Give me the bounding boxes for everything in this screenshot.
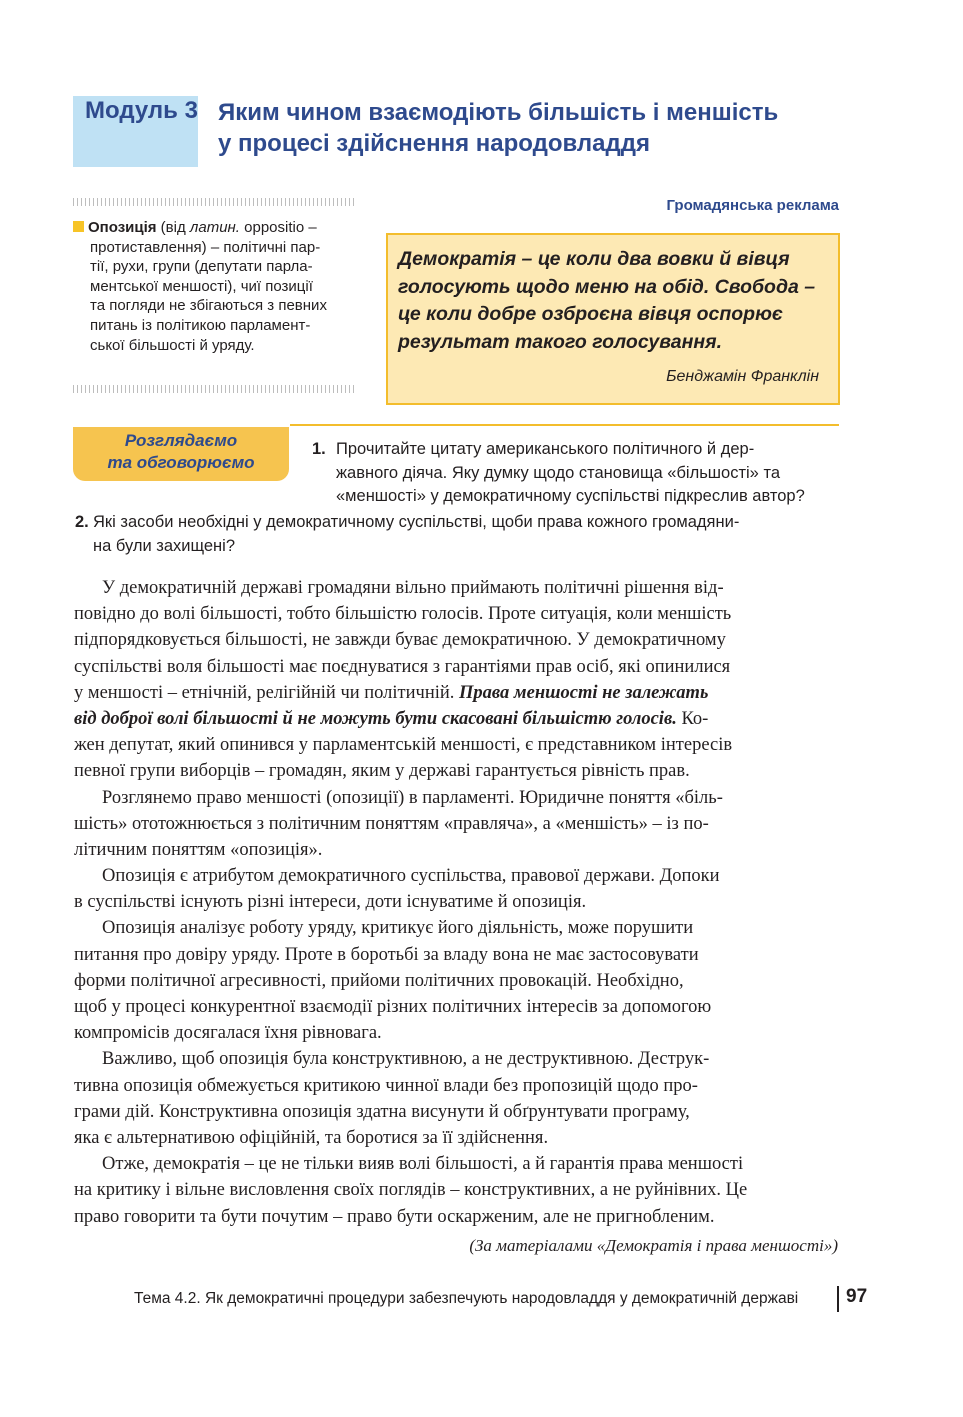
question-2: 2. Які засоби необхідні у демократичному суспільстві, щоби права кожного громадяни- на були захищені? bbox=[75, 513, 740, 555]
discuss-label: Розглядаємо та обговорюємо bbox=[107, 431, 255, 472]
paragraph-line: на критику і вільне висловлення своїх поглядів – конструктивних, а не руйнівних. Це bbox=[74, 1180, 748, 1201]
paragraph-line: тивна опозиція обмежується критикою чинної влади без пропозицій щодо про- bbox=[74, 1075, 698, 1096]
paragraph-line: повідно до волі більшості, тобто більшістю голосів. Проте ситуація, коли меншість bbox=[74, 604, 732, 625]
quote-line: результат такого голосування. bbox=[398, 330, 723, 353]
paragraph-line: жен депутат, який опинився у парламентській меншості, є представником інтересів bbox=[74, 735, 733, 756]
paragraph-line: суспільстві воля більшості має поєднуватися з гарантіями прав осіб, які опинилися bbox=[74, 656, 731, 677]
footer-topic: Тема 4.2. Як демократичні процедури забезпечують народовладдя у демократичній державі bbox=[134, 1290, 799, 1307]
question-number: 2. bbox=[75, 513, 89, 531]
definition-line: Опозиція (від латин. oppositio – bbox=[73, 218, 358, 238]
paragraph-line: форми політичної агресивності, прийоми політичних провокацій. Необхідно, bbox=[74, 970, 684, 991]
paragraph-line: щоб у процесі конкурентної взаємодії різних політичних інтересів за допомогою bbox=[74, 997, 712, 1017]
quote-line: Демократія – це коли два вовки й вівця bbox=[398, 248, 790, 270]
module-title-line-1: Яким чином взаємодіють більшість і меншість bbox=[218, 99, 779, 126]
paragraph-line: шість» ототожнюється з політичним поняттям «правляча», а «меншість» – із по- bbox=[74, 813, 709, 834]
paragraph-line: Отже, демократія – це не тільки вияв волі більшості, а й гарантія права меншості bbox=[102, 1154, 744, 1175]
quote-section-label: Громадянська реклама bbox=[666, 197, 839, 214]
paragraph-line: яка є альтернативою офіційній, та боротися за її здійснення. bbox=[74, 1127, 549, 1148]
paragraph-line: компромісів досягалася їхня рівновага. bbox=[74, 1023, 382, 1044]
module-title bbox=[218, 97, 778, 159]
paragraph-line: Опозиція є атрибутом демократичного суспільства, правової держави. Допоки bbox=[102, 866, 720, 887]
definition-line: ментської меншості), чиї позиції bbox=[90, 277, 313, 295]
paragraph-line: літичним поняттям «опозиція». bbox=[74, 839, 323, 860]
paragraph-line: грами дій. Конструктивна опозиція здатна висунути й обґрунтувати програму, bbox=[74, 1101, 690, 1122]
quote-author: Бенджамін Франклін bbox=[666, 368, 819, 385]
paragraph-line: Опозиція аналізує роботу уряду, критикує його діяльність, може порушити bbox=[102, 918, 694, 939]
definition-line: питань із політикою парламент- bbox=[90, 316, 311, 334]
paragraph-line: Розглянемо право меншості (опозиції) в парламенті. Юридичне поняття «біль- bbox=[102, 787, 723, 808]
dotted-divider-bottom bbox=[73, 385, 354, 393]
source-citation: (За матеріалами «Демократія і права меншості») bbox=[469, 1236, 838, 1255]
section-divider bbox=[290, 424, 839, 426]
paragraph-line: певної групи виборців – громадян, яким у державі гарантується рівність прав. bbox=[74, 761, 690, 782]
quote-line: це коли добре озброєна вівця оспорює bbox=[398, 303, 783, 325]
emphasis-text: від доброї волі більшості й не можуть бути скасовані більшістю голосів. bbox=[74, 708, 677, 729]
paragraph-line: Важливо, щоб опозиція була конструктивною, а не деструктивною. Деструк- bbox=[102, 1049, 710, 1070]
dotted-divider-top bbox=[73, 198, 354, 206]
definition-line: протиставлення) – політичні пар- bbox=[90, 238, 321, 256]
paragraph-line: від доброї волі більшості й не можуть бути скасовані більшістю голосів. Ко- bbox=[74, 708, 709, 729]
paragraph-line: право говорити та бути почутим – право бути оскарженим, але не пригнобленим. bbox=[74, 1206, 715, 1227]
quote-line: голосують щодо меню на обід. Свобода – bbox=[398, 275, 816, 298]
definition-term: Опозиція bbox=[88, 219, 157, 236]
page-number: 97 bbox=[846, 1286, 868, 1307]
definition-line: тії, рухи, групи (депутати парла- bbox=[90, 258, 313, 276]
definition-line: ської більшості й уряду. bbox=[90, 336, 255, 354]
question-number: 1. bbox=[312, 440, 326, 458]
question-1: 1. Прочитайте цитату американського політичного й дер- жавного діяча. Яку думку щодо становища «більшості» та «меншості» у демократичному суспільстві підкреслив автор? bbox=[312, 440, 805, 505]
module-label: Модуль 3 bbox=[85, 97, 198, 124]
emphasis-text: Права меншості не залежать bbox=[459, 682, 709, 703]
term-definition bbox=[73, 218, 358, 355]
paragraph-line: питання про довіру уряду. Проте в боротьбі за владу вона не має застосовувати bbox=[74, 944, 699, 965]
paragraph-line: в суспільстві існують різні інтереси, доти існуватиме й опозиція. bbox=[74, 892, 587, 913]
article-body bbox=[74, 575, 840, 1230]
module-title-line-2: у процесі здійснення народовладдя bbox=[218, 130, 650, 157]
paragraph-line: У демократичній державі громадяни вільно приймають політичні рішення від- bbox=[102, 578, 724, 598]
footer-separator bbox=[837, 1286, 839, 1312]
definition-line: та погляди не збігаються з певних bbox=[90, 297, 327, 315]
bullet-square-icon bbox=[73, 221, 84, 232]
paragraph-line: у меншості – етнічній, релігійній чи політичній. Права меншості не залежать bbox=[74, 682, 709, 703]
paragraph-line: підпорядковується більшості, не завжди буває демократичною. У демократичному bbox=[74, 630, 726, 651]
quote-text bbox=[398, 246, 828, 356]
